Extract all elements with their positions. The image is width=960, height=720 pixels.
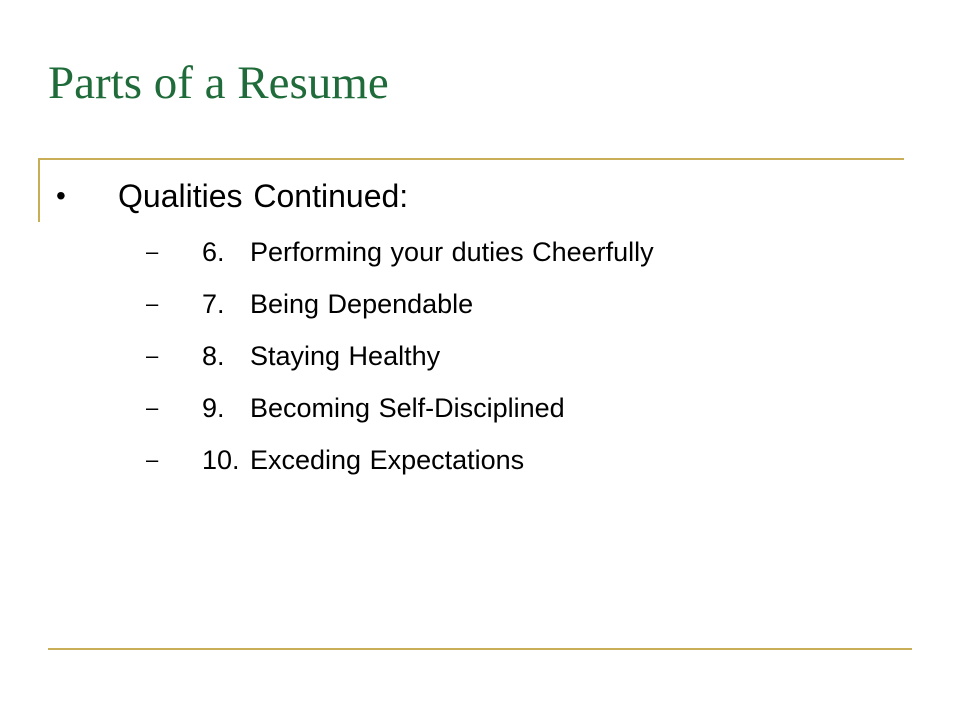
item-text: Being Dependable	[250, 288, 474, 319]
bullet-text: Qualities Continued:	[118, 177, 409, 214]
bullet-marker: •	[56, 180, 66, 211]
top-divider	[38, 158, 904, 160]
item-text: Performing your duties Cheerfully	[250, 236, 654, 267]
item-text: Staying Healthy	[250, 340, 441, 371]
dash-marker: –	[146, 291, 159, 316]
list-item	[146, 226, 654, 278]
dash-marker: –	[146, 395, 159, 420]
item-number: 6.	[202, 236, 225, 267]
left-accent-divider	[38, 158, 40, 222]
item-number: 10.	[202, 444, 240, 475]
dash-marker: –	[146, 239, 159, 264]
bottom-divider	[48, 648, 912, 650]
list-item	[146, 434, 654, 486]
list-item	[146, 278, 654, 330]
item-number: 7.	[202, 288, 225, 319]
sub-list	[146, 226, 654, 486]
item-text: Exceding Expectations	[250, 444, 525, 475]
dash-marker: –	[146, 343, 159, 368]
item-number: 9.	[202, 392, 225, 423]
list-item	[146, 382, 654, 434]
item-number: 8.	[202, 340, 225, 371]
list-item	[146, 330, 654, 382]
item-text: Becoming Self-Disciplined	[250, 392, 565, 423]
dash-marker: –	[146, 447, 159, 472]
bullet-item	[56, 176, 408, 216]
slide-title: Parts of a Resume	[48, 57, 389, 109]
